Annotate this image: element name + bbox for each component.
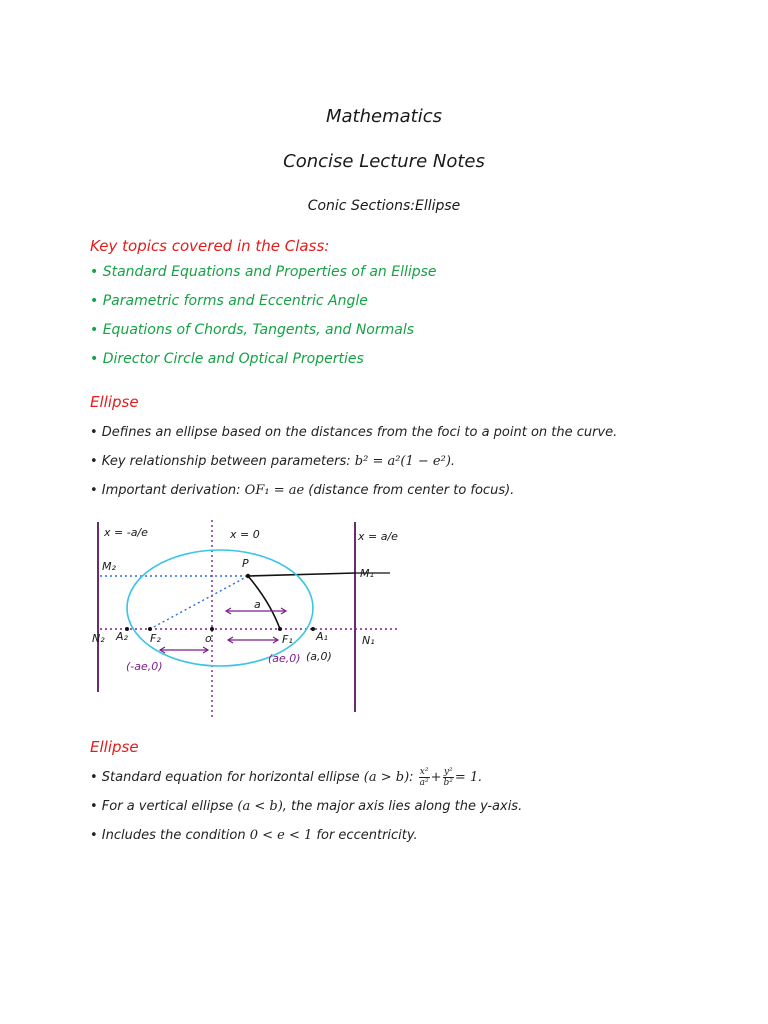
label-m1: M₁ xyxy=(360,567,374,580)
key-topic-item: • Equations of Chords, Tangents, and Normals xyxy=(90,322,415,338)
math-expression: OF₁ = ae xyxy=(244,483,305,498)
bullet-tail: for eccentricity. xyxy=(312,828,418,843)
bullet-text: • For a vertical ellipse xyxy=(90,799,238,814)
key-topics-heading: Key topics covered in the Class: xyxy=(90,237,330,255)
label-left-directrix: x = -a/e xyxy=(104,526,148,539)
point-a1 xyxy=(311,627,315,631)
math-expression: b² = a²(1 − e²) xyxy=(354,454,451,469)
ellipse-section-2 xyxy=(90,735,730,850)
point-f2 xyxy=(148,627,152,631)
label-a1-coord: (a,0) xyxy=(306,650,332,663)
fraction-numerator: x² xyxy=(419,767,429,777)
bullet-definition: • Defines an ellipse based on the distances from the foci to a point on the curve. xyxy=(90,425,618,440)
bullet-standard-equation xyxy=(90,763,730,792)
label-f2-coord: (-ae,0) xyxy=(126,660,163,673)
topic-title: Conic Sections:Ellipse xyxy=(307,198,461,214)
label-f1: F₁ xyxy=(282,633,293,646)
fraction-y xyxy=(443,767,454,788)
label-a2: A₂ xyxy=(116,630,128,643)
label-p: P xyxy=(242,557,249,570)
bullet-end: . xyxy=(478,770,483,785)
fraction-denominator: a² xyxy=(419,778,429,788)
label-right-directrix: x = a/e xyxy=(358,530,398,543)
fraction-numerator: y² xyxy=(443,767,453,777)
label-n1: N₁ xyxy=(362,634,375,647)
line-p-m1 xyxy=(248,573,356,576)
key-topic-item: • Director Circle and Optical Properties xyxy=(90,351,364,367)
math-condition: (a < b) xyxy=(237,799,283,814)
key-topic-item: • Standard Equations and Properties of an Ellipse xyxy=(90,264,437,280)
fraction-x xyxy=(419,767,430,788)
label-f2: F₂ xyxy=(150,632,161,645)
point-origin xyxy=(210,627,214,631)
bullet-tail: , the major axis lies along the y-axis. xyxy=(282,799,523,814)
point-p xyxy=(246,574,250,578)
fraction-denominator: b² xyxy=(443,778,453,788)
ellipse-curve xyxy=(127,550,313,666)
label-m2: M₂ xyxy=(102,560,116,573)
label-origin: o xyxy=(205,632,212,645)
section-heading: Ellipse xyxy=(90,738,139,756)
label-center-line: x = 0 xyxy=(230,528,260,541)
plus-sign: + xyxy=(430,770,442,785)
math-condition: 0 < e < 1 xyxy=(249,828,313,843)
label-semi-axis: a xyxy=(254,598,261,611)
bullet-text: • Includes the condition xyxy=(90,828,250,843)
ellipse-section-1 xyxy=(90,390,730,505)
line-p-f1 xyxy=(248,576,280,629)
key-topic-item: • Parametric forms and Eccentric Angle xyxy=(90,293,368,309)
label-f1-coord: (ae,0) xyxy=(268,652,301,665)
bullet-text: • Standard equation for horizontal ellipse xyxy=(90,770,364,785)
label-n2: N₂ xyxy=(92,632,105,645)
bullet-key-relationship xyxy=(90,447,730,476)
section-heading: Ellipse xyxy=(90,393,139,411)
key-topics-section xyxy=(90,234,730,374)
bullet-derivation xyxy=(90,476,730,505)
bullet-vertical-ellipse xyxy=(90,792,730,821)
point-f1 xyxy=(278,627,282,631)
equals-one: = 1 xyxy=(454,770,479,785)
page-title: Mathematics xyxy=(326,106,442,127)
bullet-end: (distance from center to focus). xyxy=(304,483,515,498)
math-condition: (a > b) xyxy=(363,770,410,785)
bullet-eccentricity xyxy=(90,821,730,850)
page-subtitle: Concise Lecture Notes xyxy=(283,151,485,172)
line-p-f2 xyxy=(150,576,248,629)
label-a1: A₁ xyxy=(316,630,328,643)
colon: : xyxy=(409,770,418,785)
bullet-text: • Key relationship between parameters: xyxy=(90,454,355,469)
bullet-end: . xyxy=(450,454,456,469)
bullet-text: • Important derivation: xyxy=(90,483,245,498)
ellipse-diagram xyxy=(90,512,510,722)
